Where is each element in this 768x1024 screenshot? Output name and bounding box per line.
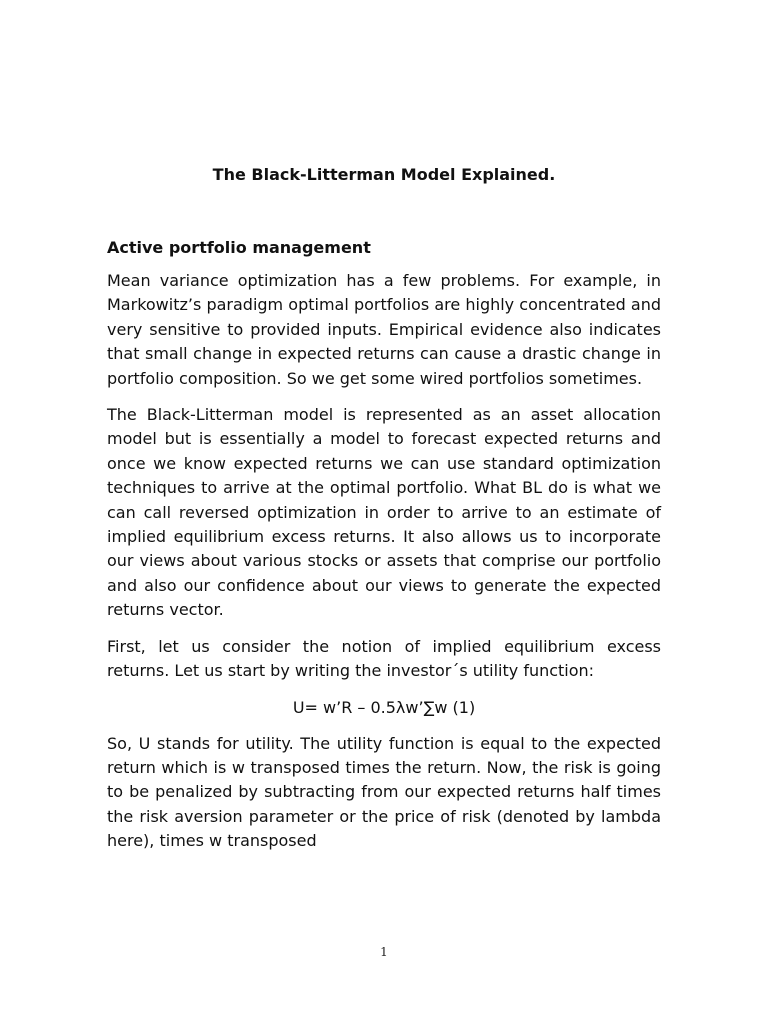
paragraph-mean-variance: Mean variance optimization has a few problems. For example, in Markowitz’s paradigm optimal portfolios are highly concentrated and very sensitive to provided inputs. Empirical evidence also indicates that small change in expected returns can cause a drastic change in portfolio composition. So we get some wired portfolios sometimes. [107,271,661,388]
page-content [107,163,661,854]
page-number: 1 [380,945,388,959]
section-heading: Active portfolio management [107,238,371,257]
document-title: The Black-Litterman Model Explained. [212,165,556,184]
utility-equation: U= w’R – 0.5λw’∑w (1) [292,697,476,717]
paragraph-implied-returns: First, let us consider the notion of implied equilibrium excess returns. Let us start by writing the investor´s utility function: [107,636,661,681]
paragraph-utility-explanation: So, U stands for utility. The utility function is equal to the expected return which is w transposed times the return. Now, the risk is going to be penalized by subtracting from our expected returns half times the risk aversion parameter or the price of risk (denoted by lambda here), times w transposed [107,733,661,851]
paragraph-black-litterman: The Black-Litterman model is represented as an asset allocation model but is essentially a model to forecast expected returns and once we know expected returns we can use standard optimization techniques to arrive at the optimal portfolio. What BL do is what we can call reversed optimization in order to arrive to an estimate of implied equilibrium excess returns. It also allows us to incorporate our views about various stocks or assets that comprise our portfolio and also our confidence about our views to generate the expected returns vector. [107,405,661,620]
